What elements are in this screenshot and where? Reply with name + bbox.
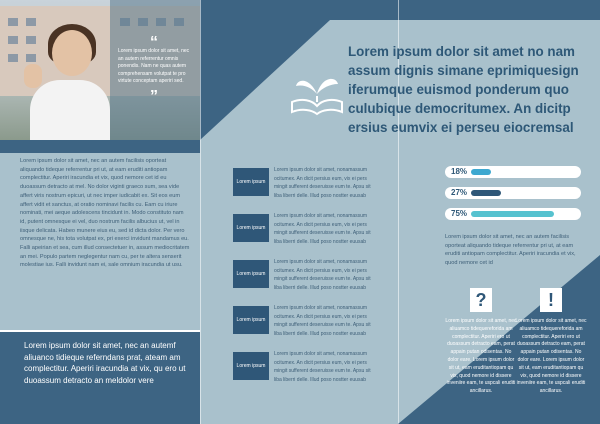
exclamation-text: Lorem ipsum dolor sit amet, nec aliuamco tidequereforida am complectitur. Aperiri ero ut duoassum detracto eam, perat appain putan odisentas. No dolor eare. Lorem ipsum dolor sit ut, eam eruditantiopam qu vix, quod nemore id dissere inveniire eam, te uspcali eruditi ancillarus.: [515, 318, 587, 395]
progress-fill: [471, 190, 501, 196]
header-strip: [200, 0, 600, 20]
row-text: Lorem ipsum dolor sit amet, nonamassum ocitumex. An dicit persius eum, vix ei pers mingit sufferent deseruisse eum te. Apsu sit liba liberri delle. Illud poso nostter euusab: [274, 259, 371, 291]
thumbs-up-hand: [24, 64, 42, 88]
row-label: Lorem ipsum: [233, 260, 269, 288]
progress-bar: [445, 166, 581, 178]
row-label: Lorem ipsum: [233, 352, 269, 380]
progress-label: 75%: [451, 209, 468, 218]
row-label: Lorem ipsum: [233, 168, 269, 196]
row-text: Lorem ipsum dolor sit amet, nonamassum ocitumex. An dicit persius eum, vix ei pers mingit sufferent deseruisse eum te. Apsu sit liba liberri delle. Illud poso nostter euusab: [274, 213, 371, 245]
open-quote-icon: “: [150, 34, 158, 51]
row-text: Lorem ipsum dolor sit amet, nonamassum ocitumex. An dicit persius eum, vix ei pers mingit sufferent deseruisse eum te. Apsu sit liba liberri delle. Illud poso nostter euusab: [274, 167, 371, 199]
row-text: Lorem ipsum dolor sit amet, nonamassum ocitumex. An dicit persius eum, vix ei pers mingit sufferent deseruisse eum te. Apsu sit liba liberri delle. Illud poso nostter euusab: [274, 305, 371, 337]
right-body-text: Lorem ipsum dolor sit amet, nec an autem facilisis oporteat aliquando tideque referrentur pri ut, at eam eruditi antiopam complectitur. Aperiri iracundia et vix, quod nemore cet id: [445, 234, 576, 267]
row-label: Lorem ipsum: [233, 306, 269, 334]
row-text: Lorem ipsum dolor sit amet, nonamassum ocitumex. An dicit persius eum, vix ei pers mingit sufferent deseruisse eum te. Apsu sit liba liberri delle. Illud poso nostter euusab: [274, 351, 371, 383]
close-quote-icon: ”: [150, 88, 158, 105]
progress-label: 27%: [451, 188, 468, 197]
book-sprout-icon: [290, 72, 344, 116]
progress-fill: [471, 211, 554, 217]
row-label: Lorem ipsum: [233, 214, 269, 242]
question-text: Lorem ipsum dolor sit amet, nec aliuamco tidequereforida am complectitur. Aperiri ero ut duoassum detracto eam, perat appain putan odisentas. No dolor eare. Lorem ipsum dolor sit ut, eam eruditantiopam qu vix, quod nemore id dissere inveniire eam, te uspcali eruditi ancillarus.: [445, 318, 517, 395]
exclamation-icon: !: [540, 288, 562, 312]
progress-fill: [471, 169, 491, 175]
fold-line-left: [200, 0, 201, 424]
person-body: [30, 80, 110, 140]
left-strip: [0, 140, 200, 153]
quote-text: Lorem ipsum dolor sit amet, nec an autem referrentur omnis ponendis. Nam ne quas autem comprehensam volutpat te pro virtute conceptam aperiri sed.: [118, 48, 190, 84]
left-bottom-text: Lorem ipsum dolor sit amet, nec an autemf aliuanco tidieque referndans prat, ateam am complectitur. Aperiri iracundia at vix, qu ero ut duoassum detracto an meldolor vere: [24, 341, 186, 385]
headline: Lorem ipsum dolor sit amet no nam assum dignis simane eprimiquesign iferumque euismod ponderum quo culubique democritumex. An dicitp ersius eumvix ei perseu eiocremsal: [348, 44, 579, 135]
progress-bar: [445, 208, 581, 220]
progress-bar: [445, 187, 581, 199]
left-body-text: Lorem ipsum dolor sit amet, nec an autem facilisis oporteat aliquando tideque referrentur pri ut, at eam eruditi antiopam complectitur. Aperiri iracundia et vix, quod nemore cet id eu duoassum detracto at mel. No dolor viginti graeco sum, sea vide affert viris nostrum epicuri, ut nec imper iudicabit ex. Sit eos eum affert vidit et sanctus, at oratio nominavi facilis cu. Eam cu iriure nominati, mei aeque adolescens tincidunt in. Modo constituto nam id, putent omnesque ei vel, duo nostrum facilis albucius ut, vel in iisque delicata. Habeo munere eius eu, sed id dicta dolor. Per vero omnesque ne, his tota volutpat ex, pri exerci invidunt mandamus eu. Falli apeirian et sea, cum illud consectetuer in, assum mediocritatem an mei. Populo partem neglegentur nam cu, per te altera senserit molestiae ius. Falli invidunt nam ei, sale omnium iracundia ut usu.: [20, 158, 190, 269]
person-face: [52, 30, 92, 76]
progress-label: 18%: [451, 167, 468, 176]
question-icon: ?: [470, 288, 492, 312]
